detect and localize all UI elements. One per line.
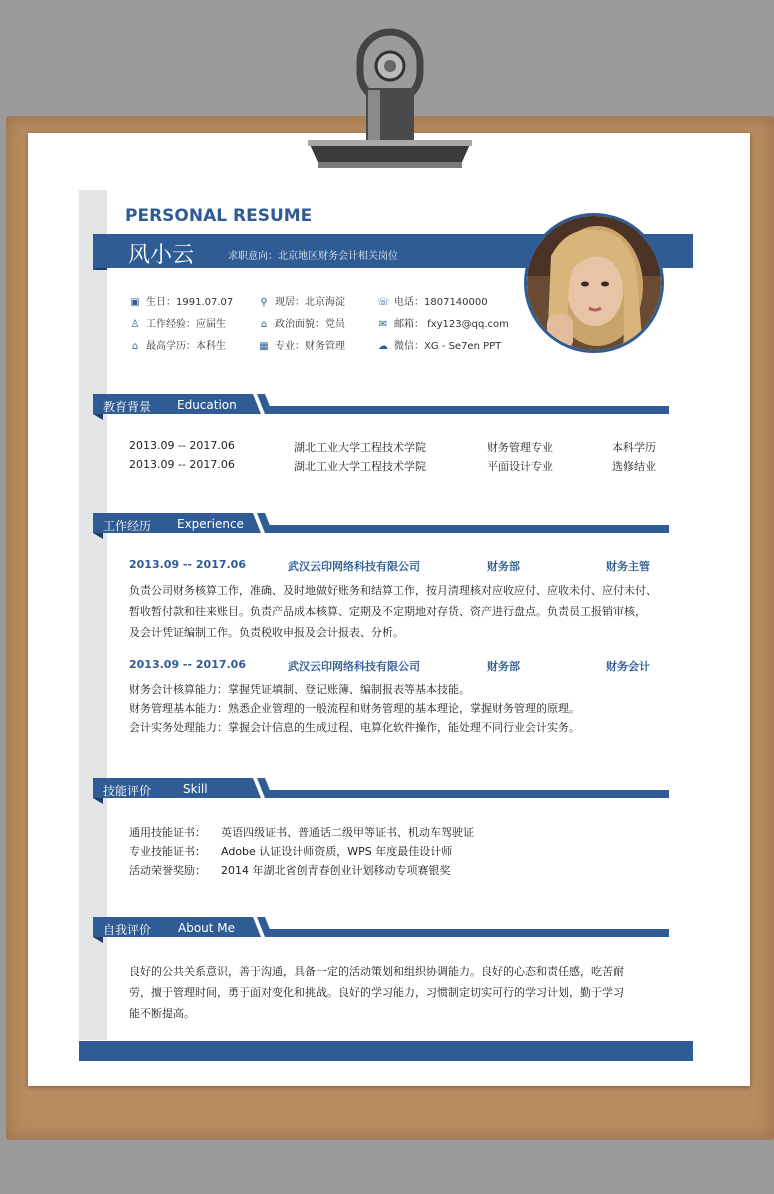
info-political: ⌂ 政治面貌：党员 <box>258 315 345 330</box>
binder-clip-icon <box>304 28 476 178</box>
graduation-cap-icon: ⌂ <box>131 341 139 352</box>
info-wechat: ☁ 微信：XG - Se7en PPT <box>378 341 502 352</box>
section-banner <box>93 778 669 804</box>
section-title-zh: 工作经历 <box>103 519 152 533</box>
user-icon: ♙ <box>130 319 140 330</box>
calendar-icon: ▣ <box>130 297 140 308</box>
edu-major: 平面设计专业 <box>487 460 553 473</box>
about-description: 良好的公共关系意识，善于沟通，具备一定的活动策划和组织协调能力。良好的心态和责任感，吃苦耐 劳，擅于管理时间，勇于面对变化和挑战。良好的学习能力，习惯制定切实可行的学习计划，勤于学习 能不断提高。 <box>129 965 624 1020</box>
section-experience-header <box>93 513 669 539</box>
exp-description: 财务会计核算能力：掌握凭证填制、登记账簿、编制报表等基本技能。 财务管理基本能力：熟悉企业管理的一般流程和财务管理的基本理论，掌握财务管理的原理。 会计实务处理能力：掌握会计信息的生成过程、电算化软件操作，能处理不同行业会计实务。 <box>129 683 580 734</box>
footer-bar <box>79 1041 693 1061</box>
mail-icon: ✉ <box>378 319 388 330</box>
info-residence: ⚲ 现居：北京海淀 <box>258 293 345 308</box>
skill-value: 英语四级证书、普通话二级甲等证书、机动车驾驶证 <box>221 826 474 839</box>
edu-date: 2013.09 -- 2017.06 <box>129 458 235 471</box>
section-title-en: Skill <box>183 782 208 796</box>
section-title-zh: 自我评价 <box>103 923 152 937</box>
info-major: ▦ 专业：财务管理 <box>259 341 345 352</box>
exp-company: 武汉云印网络科技有限公司 <box>288 560 420 573</box>
phone-icon: ☏ <box>377 297 390 308</box>
location-icon: ⚲ <box>260 297 268 308</box>
info-email: ✉ 邮箱： fxy123@qq.com <box>378 319 509 330</box>
skill-label: 通用技能证书： <box>129 826 206 839</box>
info-phone: ☏ 电话：1807140000 <box>377 297 488 308</box>
info-degree: ⌂ 最高学历：本科生 <box>129 337 226 352</box>
edu-major: 财务管理专业 <box>487 441 553 454</box>
edu-school: 湖北工业大学工程技术学院 <box>294 460 426 473</box>
section-about-header <box>93 917 669 943</box>
section-education-header <box>93 394 669 420</box>
exp-dept: 财务部 <box>487 560 520 573</box>
section-title-en: Education <box>177 398 237 412</box>
candidate-name: 风小云 <box>128 243 195 268</box>
resume-title: PERSONAL RESUME <box>125 206 313 226</box>
section-title-zh: 教育背景 <box>103 400 152 414</box>
edu-degree: 选修结业 <box>612 460 656 473</box>
section-title-en: About Me <box>178 921 236 935</box>
skill-value: 2014 年湖北省创青春创业计划移动专项赛银奖 <box>221 864 451 877</box>
exp-date: 2013.09 -- 2017.06 <box>129 658 246 671</box>
graduation-cap-icon: ⌂ <box>260 319 268 330</box>
section-title-zh: 技能评价 <box>103 784 152 798</box>
portrait-image <box>527 216 661 350</box>
skill-label: 活动荣誉奖励： <box>129 864 206 877</box>
info-birthday: ▣ 生日：1991.07.07 <box>130 297 234 308</box>
exp-role: 财务会计 <box>606 660 650 673</box>
profile-photo <box>524 213 664 353</box>
exp-date: 2013.09 -- 2017.06 <box>129 558 246 571</box>
exp-description: 负责公司财务核算工作，准确、及时地做好账务和结算工作，按月清理核对应收应付、应收未付、应付未付、 暂收暂付款和往来账目。负责产品成本核算、定期及不定期地对存货、资产进行盘点。负责员工报销审核， 及会计凭证编制工作。负责税收申报及会计报表、分析。 <box>129 584 657 639</box>
edu-school: 湖北工业大学工程技术学院 <box>294 441 426 454</box>
section-skill-header <box>93 778 669 804</box>
chat-icon: ☁ <box>378 341 388 352</box>
job-intent: 求职意向：北京地区财务会计相关岗位 <box>228 251 398 262</box>
exp-role: 财务主管 <box>606 560 650 573</box>
grid-icon: ▦ <box>259 341 269 352</box>
exp-dept: 财务部 <box>487 660 520 673</box>
edu-degree: 本科学历 <box>612 441 656 454</box>
section-title-en: Experience <box>177 517 244 531</box>
skill-label: 专业技能证书： <box>129 845 206 858</box>
exp-company: 武汉云印网络科技有限公司 <box>288 660 420 673</box>
left-decorative-bar <box>79 190 107 1040</box>
info-experience: ♙ 工作经验：应届生 <box>130 319 226 330</box>
skill-value: Adobe 认证设计师资质，WPS 年度最佳设计师 <box>221 845 453 858</box>
edu-date: 2013.09 -- 2017.06 <box>129 439 235 452</box>
